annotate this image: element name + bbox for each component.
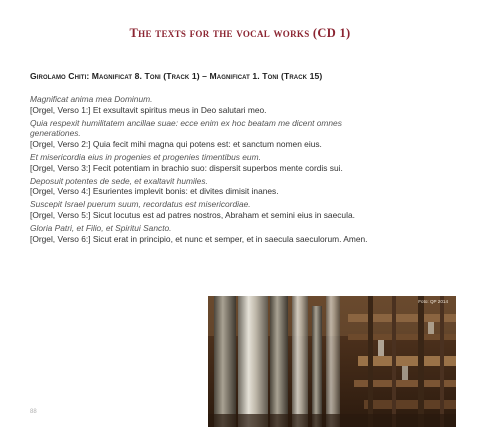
verse-1 [30,94,470,115]
verse-2 [30,118,470,150]
organ-line: [Orgel, Verso 6:] Sicut erat in principio, et nunc et semper, et in saecula saeculorum. Amen. [30,233,368,244]
latin-line: Magnificat anima mea Dominum. [30,94,153,104]
page-title: The texts for the vocal works (CD 1) [129,26,351,40]
organ-line: [Orgel, Verso 5:] Sicut locutus est ad patres nostros, Abraham et semini eius in saecula. [30,209,355,220]
organ-pipes-image [208,296,456,427]
organ-line: [Orgel, Verso 3:] Fecit potentiam in brachio suo: dispersit superbos mente cordis sui. [30,162,343,173]
magnificat-text [30,94,470,247]
verse-5 [30,199,470,220]
latin-line: Quia respexit humilitatem ancillae suae: ecce enim ex hoc beatam me dicent omnes generationes. [30,117,342,139]
verse-6 [30,223,470,244]
organ-pipes-photo [208,296,456,427]
organ-line: [Orgel, Verso 2:] Quia fecit mihi magna qui potens est: et sanctum nomen eius. [30,138,322,149]
page-number: 88 [30,409,37,415]
latin-line: Gloria Patri, et Filio, et Spiritui Sancto. [30,223,172,234]
photo-credit: Foto: QP 2014 [418,299,448,304]
latin-line: Deposuit potentes de sede, et exaltavit humiles. [30,175,208,186]
organ-line: [Orgel, Verso 1:] Et exsultavit spiritus meus in Deo salutari meo. [30,104,267,115]
section-heading: Girolamo Chiti: Magnificat 8. Toni (Track 1) – Magnificat 1. Toni (Track 15) [30,71,323,81]
organ-line: [Orgel, Verso 4:] Esurientes implevit bonis: et divites dimisit inanes. [30,186,279,197]
latin-line: Suscepit Israel puerum suum, recordatus est misericordiae. [30,199,251,210]
verse-4 [30,176,470,197]
latin-line: Et misericordia eius in progenies et progenies timentibus eum. [30,151,261,162]
verse-3 [30,152,470,173]
